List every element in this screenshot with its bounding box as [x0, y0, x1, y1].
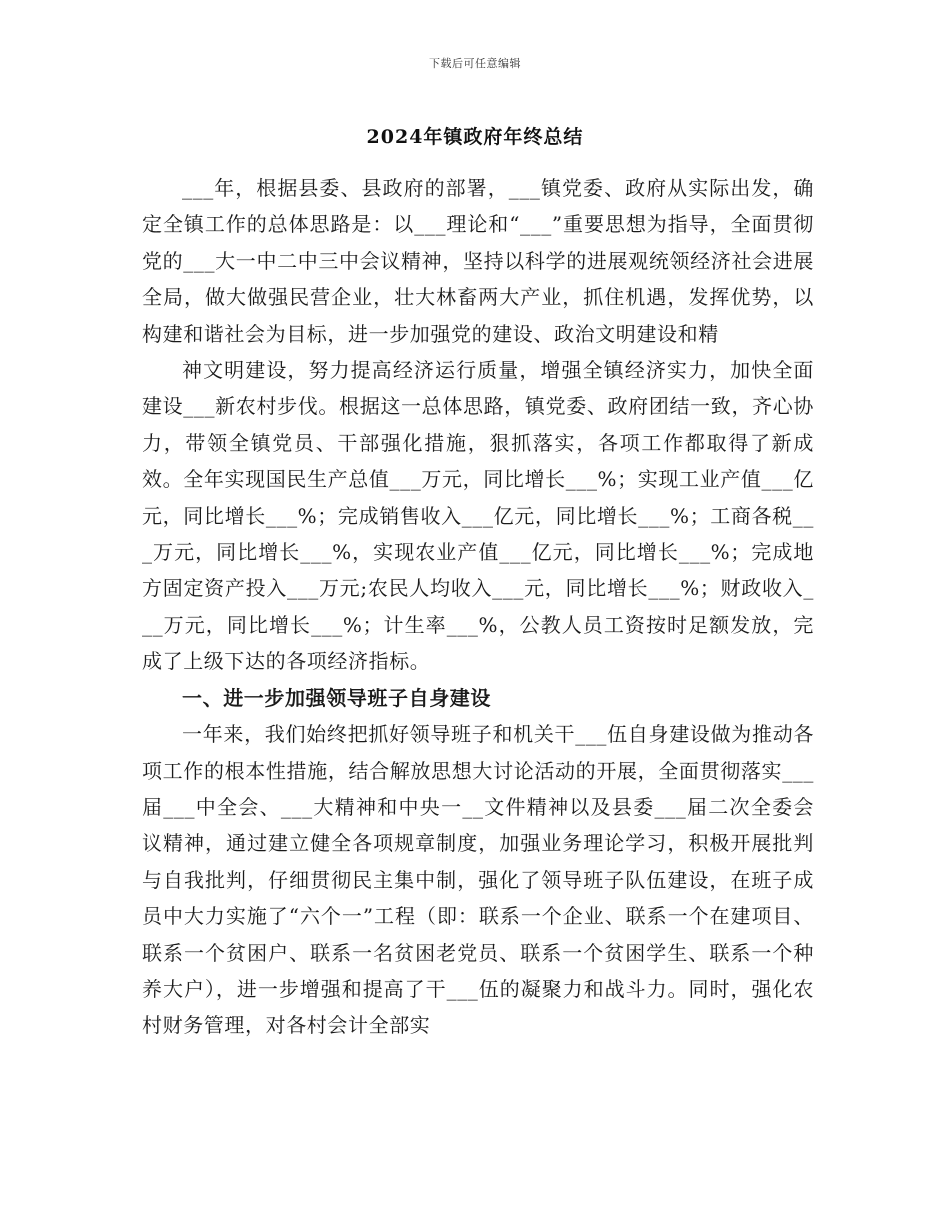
- document-body: [142, 170, 814, 1044]
- section-heading: 一、进一步加强领导班子自身建设: [182, 685, 491, 710]
- paragraph-leadership: 一年来，我们始终把抓好领导班子和机关干___伍自身建设做为推动各项工作的根本性措施，结合解放思想大讨论活动的开展，全面贯彻落实___届___中全会、___大精神和中央一__文件精神以及县委___届二次全委会议精神，通过建立健全各项规章制度，加强业务理论学习，积极开展批判与自我批判，仔细贯彻民主集中制，强化了领导班子队伍建设，在班子成员中大力实施了“六个一”工程（即：联系一个企业、联系一个在建项目、联系一个贫困户、联系一名贫困老党员、联系一个贫困学生、联系一个种养大户），进一步增强和提高了干___伍的凝聚力和战斗力。同时，强化农村财务管理，对各村会计全部实: [142, 722, 814, 1038]
- paragraph-results: 神文明建设，努力提高经济运行质量，增强全镇经济实力，加快全面建设___新农村步伐。根据这一总体思路，镇党委、政府团结一致，齐心协力，带领全镇党员、干部强化措施，狠抓落实，各项工作都取得了新成效。全年实现国民生产总值___万元，同比增长___%；实现工业产值___亿元，同比增长___%；完成销售收入___亿元，同比增长___%；工商各税___万元，同比增长___%，实现农业产值___亿元，同比增长___%；完成地方固定资产投入___万元;农民人均收入___元，同比增长___%；财政收入___万元，同比增长___%；计生率___%，公教人员工资按时足额发放，完成了上级下达的各项经济指标。: [142, 358, 814, 674]
- paragraph-intro: ___年，根据县委、县政府的部署，___镇党委、政府从实际出发，确定全镇工作的总体思路是：以___理论和“___”重要思想为指导，全面贯彻党的___大一中二中三中会议精神，坚持以科学的进展观统领经济社会进展全局，做大做强民营企业，壮大林畜两大产业，抓住机遇，发挥优势，以构建和谐社会为目标，进一步加强党的建设、政治文明建设和精: [142, 176, 814, 346]
- header-note: 下载后可任意编辑: [429, 57, 521, 70]
- page-title: 2024年镇政府年终总结: [366, 126, 584, 148]
